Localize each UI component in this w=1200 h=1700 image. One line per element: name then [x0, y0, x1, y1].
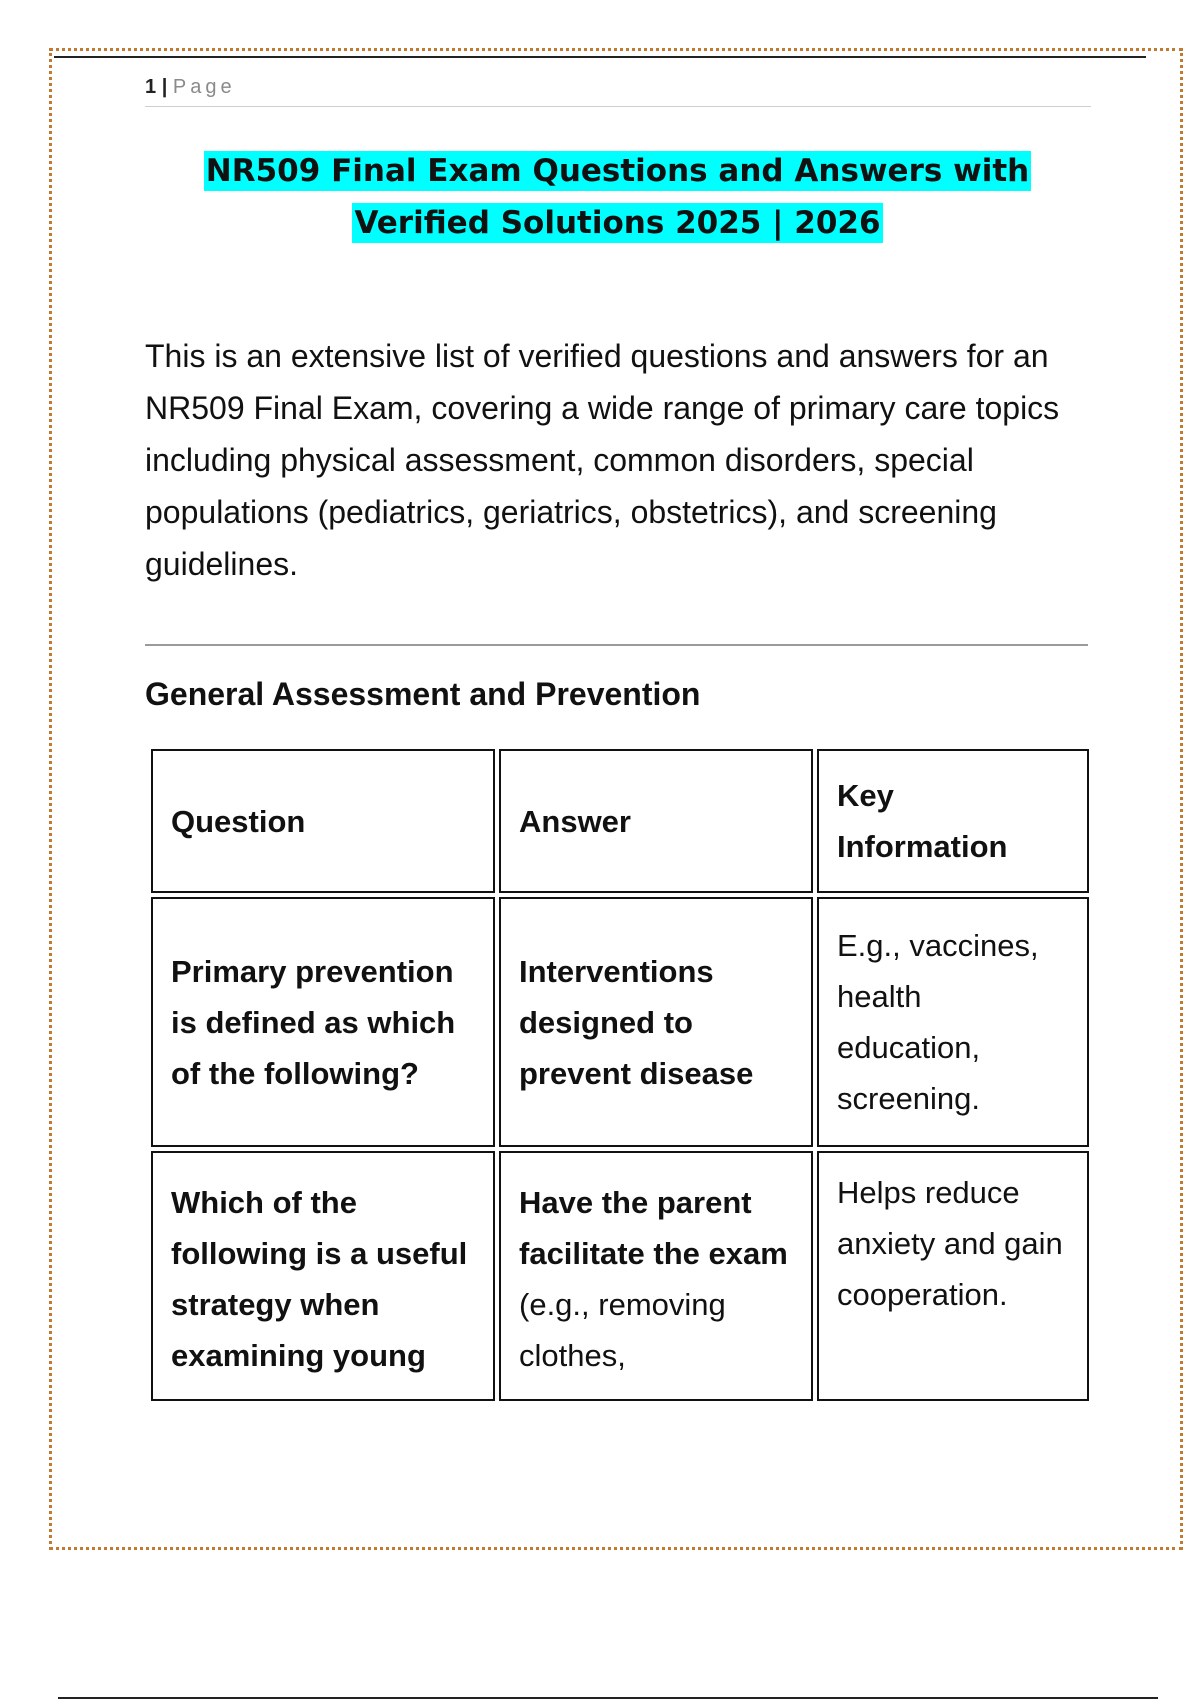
top-rule	[54, 56, 1146, 58]
horizontal-divider	[145, 644, 1088, 646]
answer-cell	[499, 897, 813, 1147]
intro-paragraph: This is an extensive list of verified questions and answers for an NR509 Final Exam, covering a wide range of primary care topics including physical assessment, common disorders, special populations (pediatrics, geriatrics, obstetrics), and screening guidelines.	[145, 338, 1060, 582]
answer-text: Interventions designed to prevent disease	[519, 953, 754, 1091]
header-rule	[145, 106, 1091, 107]
table-row	[151, 897, 1089, 1147]
table-row	[151, 1151, 1089, 1401]
page-number-header	[145, 76, 236, 99]
column-header-question: Question	[151, 749, 495, 893]
key-info-cell: Helps reduce anxiety and gain cooperation.	[817, 1151, 1089, 1401]
page-separator: |	[161, 76, 168, 98]
answer-text: Have the parent facilitate the exam	[519, 1185, 788, 1271]
page-number: 1	[145, 76, 157, 98]
qa-table	[147, 745, 1093, 1405]
document-title	[100, 145, 1135, 249]
question-cell: Primary prevention is defined as which of the following?	[151, 897, 495, 1147]
column-header-key-information: Key Information	[817, 749, 1089, 893]
answer-cell	[499, 1151, 813, 1401]
table-header-row	[151, 749, 1089, 893]
bottom-rule	[58, 1697, 1158, 1699]
question-cell: Which of the following is a useful strategy when examining young	[151, 1151, 495, 1401]
key-info-cell: E.g., vaccines, health education, screening.	[817, 897, 1089, 1147]
title-line-2: Verified Solutions 2025 | 2026	[354, 205, 881, 241]
answer-text-rest: (e.g., removing clothes,	[519, 1287, 726, 1373]
column-header-answer: Answer	[499, 749, 813, 893]
title-line-1: NR509 Final Exam Questions and Answers with	[205, 153, 1030, 189]
page-label: Page	[172, 76, 236, 98]
section-heading: General Assessment and Prevention	[145, 676, 701, 712]
